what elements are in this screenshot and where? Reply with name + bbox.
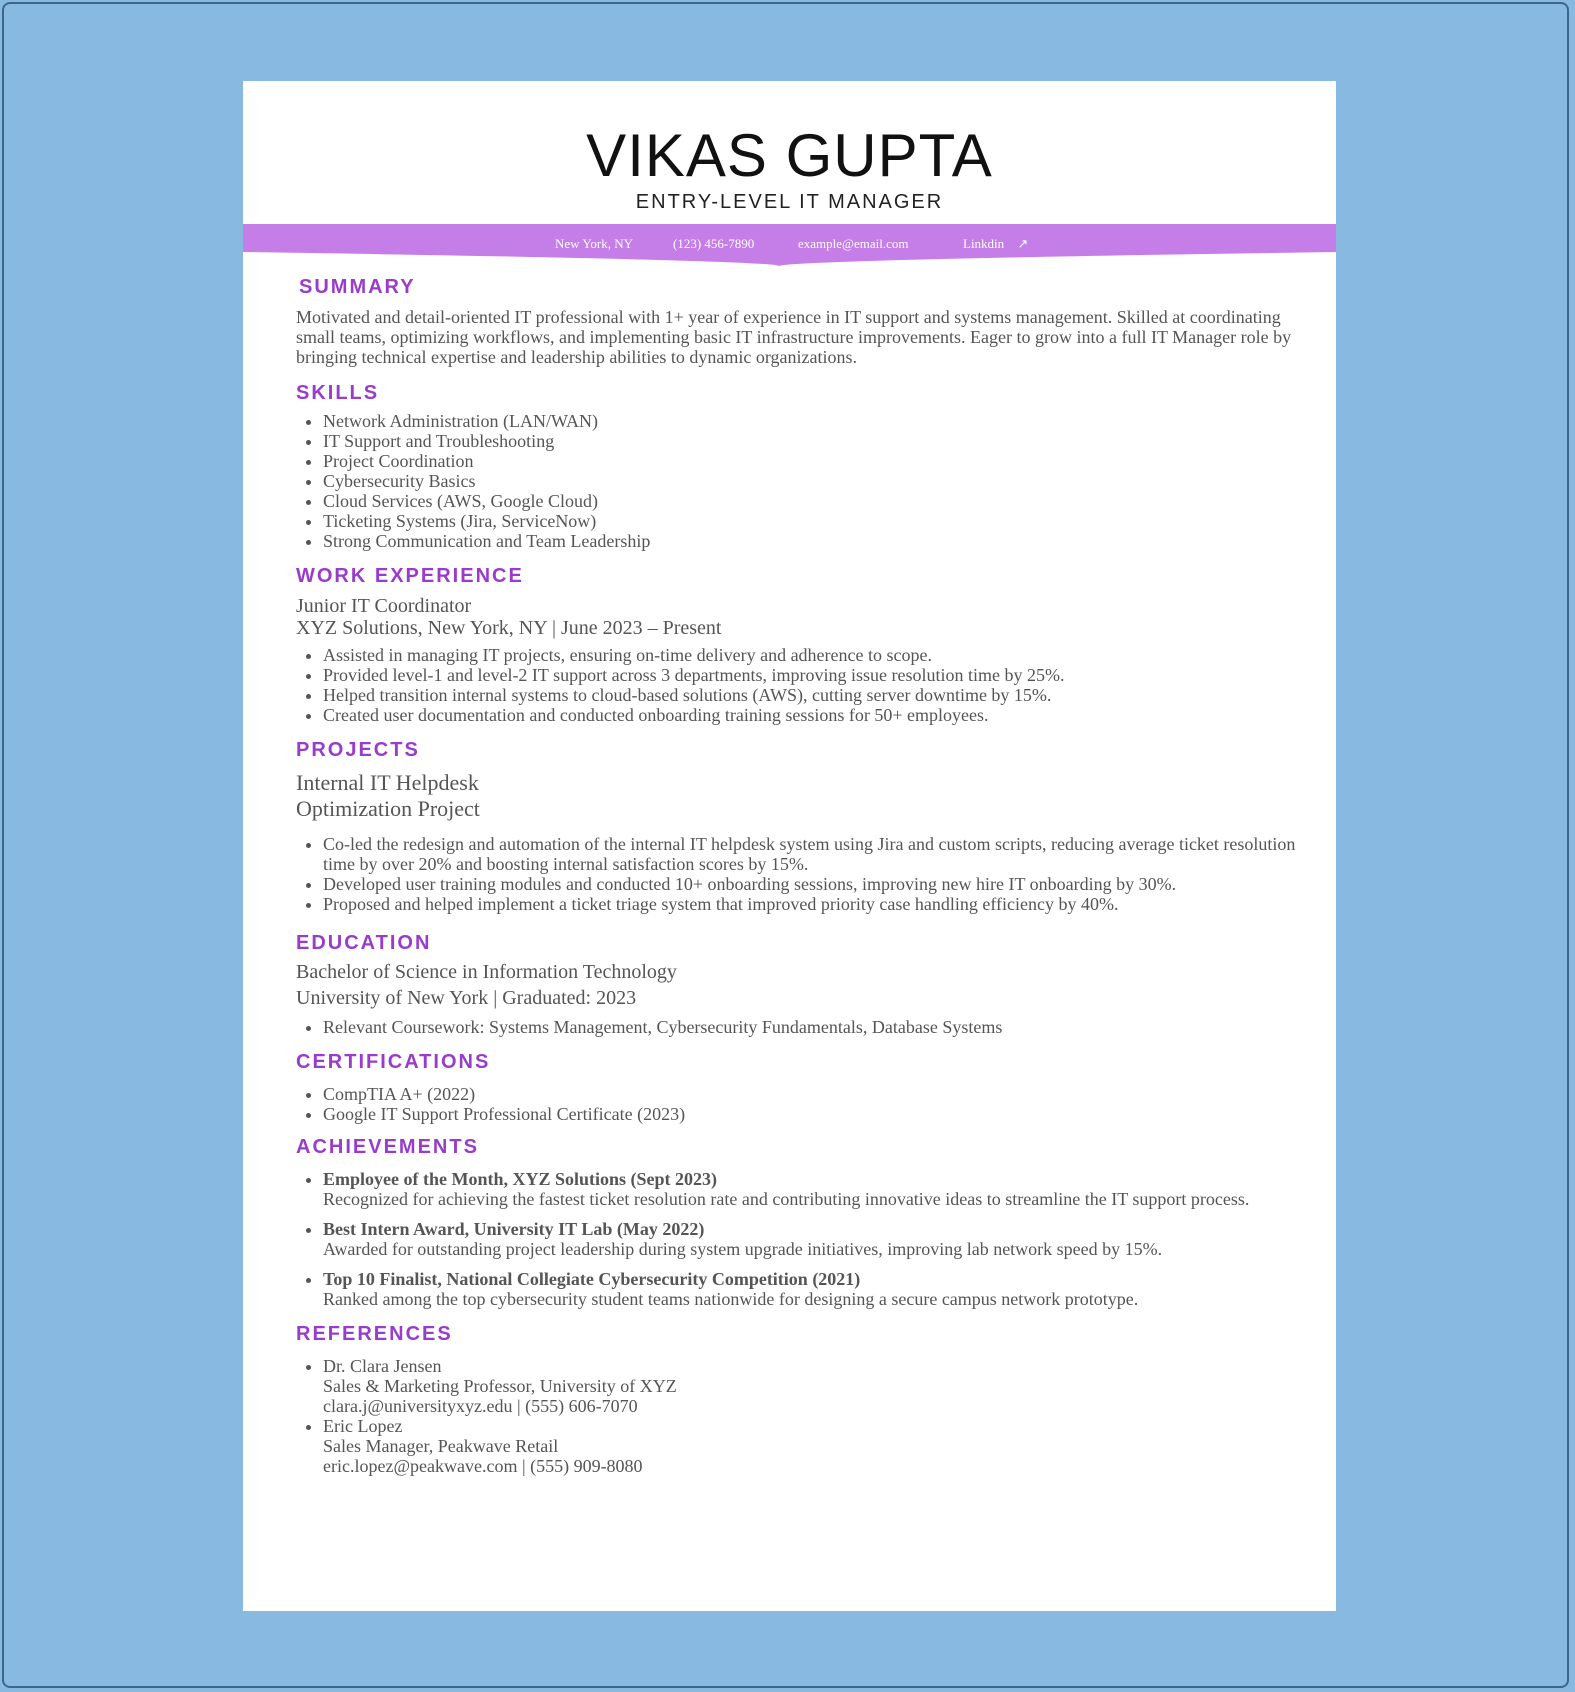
list-item: • Network Administration (LAN/WAN) [323,411,1296,431]
education-list [296,1017,1296,1037]
achievement-title: Employee of the Month, XYZ Solutions (Sept 2023) [323,1169,718,1189]
education-heading: EDUCATION [296,932,432,954]
list-item [323,1169,1296,1209]
resume-page [243,81,1336,1611]
achievement-title: Best Intern Award, University IT Lab (May 2022) [323,1219,705,1239]
achievement-desc: Awarded for outstanding project leadership during system upgrade initiatives, improving lab network speed by 15%. [323,1239,1163,1259]
list-item: • IT Support and Troubleshooting [323,431,1296,451]
list-item: • Co-led the redesign and automation of the internal IT helpdesk system using Jira and custom scripts, reducing average ticket resolution time by over 20% and boosting internal satisfaction scores by 15%. [323,834,1296,874]
references-heading: REFERENCES [296,1323,453,1345]
job-role: Junior IT Coordinator [296,595,472,617]
list-item: • Project Coordination [323,451,1296,471]
list-item: • Assisted in managing IT projects, ensuring on-time delivery and adherence to scope. [323,645,1296,665]
certifications-heading: CERTIFICATIONS [296,1051,491,1073]
project-title-line2: Optimization Project [296,796,480,821]
list-item [323,1219,1296,1259]
education-school: University of New York | Graduated: 2023 [296,987,637,1009]
list-item: • Strong Communication and Team Leadership [323,531,1296,551]
achievement-desc: Recognized for achieving the fastest ticket resolution rate and contributing innovative ideas to streamline the IT support process. [323,1189,1250,1209]
list-item: • Provided level-1 and level-2 IT support across 3 departments, improving issue resolution time by 25%. [323,665,1296,685]
achievement-title: Top 10 Finalist, National Collegiate Cybersecurity Competition (2021) [323,1269,861,1289]
skills-list [296,411,1296,551]
summary-heading: SUMMARY [299,276,416,298]
list-item: • Proposed and helped implement a ticket triage system that improved priority case handling efficiency by 40%. [323,894,1296,914]
list-item: • Relevant Coursework: Systems Management, Cybersecurity Fundamentals, Database Systems [323,1017,1296,1037]
project-title-line1: Internal IT Helpdesk [296,770,479,795]
achievements-heading: ACHIEVEMENTS [296,1136,479,1158]
contact-location: New York, NY [555,236,634,251]
experience-list [296,645,1296,725]
linkedin-link[interactable] [963,236,1028,252]
projects-heading: PROJECTS [296,739,420,761]
reference-contact: eric.lopez@peakwave.com | (555) 909-8080 [323,1456,643,1476]
list-item: • Ticketing Systems (Jira, ServiceNow) [323,511,1296,531]
contact-email[interactable]: example@email.com [798,236,909,251]
projects-list [296,834,1296,914]
achievements-list [296,1169,1296,1309]
certifications-list [296,1084,1296,1124]
achievement-desc: Ranked among the top cybersecurity student teams nationwide for designing a secure campus network prototype. [323,1289,1139,1309]
contact-phone[interactable]: (123) 456-7890 [673,236,755,251]
list-item: • Created user documentation and conducted onboarding training sessions for 50+ employees. [323,705,1296,725]
reference-role: Sales & Marketing Professor, University of XYZ [323,1376,677,1396]
list-item: • Cybersecurity Basics [323,471,1296,491]
reference-name: • Eric Lopez [323,1416,403,1436]
experience-heading: WORK EXPERIENCE [296,565,524,587]
reference-role: Sales Manager, Peakwave Retail [323,1436,559,1456]
references-list [296,1356,1296,1476]
reference-name: • Dr. Clara Jensen [323,1356,442,1376]
list-item [323,1269,1296,1309]
summary-text: Motivated and detail-oriented IT professional with 1+ year of experience in IT support and systems management. Skilled at coordinating small teams, optimizing workflows, and implementing basic IT infrastructure improvements. Eager to grow into a full IT Manager role by bringing technical expertise and leadership abilities to dynamic organizations. [296,307,1292,367]
linkedin-label: Linkdin [963,236,1005,251]
list-item: • Cloud Services (AWS, Google Cloud) [323,491,1296,511]
list-item: • Google IT Support Professional Certificate (2023) [323,1104,1296,1124]
job-company: XYZ Solutions, New York, NY | June 2023 – Present [296,617,722,639]
education-degree: Bachelor of Science in Information Technology [296,961,677,983]
external-link-icon: ↗ [1017,236,1029,251]
contact-band [243,224,1336,266]
list-item [323,1356,1296,1416]
list-item: • CompTIA A+ (2022) [323,1084,1296,1104]
job-title: ENTRY-LEVEL IT MANAGER [635,191,944,213]
reference-contact: clara.j@universityxyz.edu | (555) 606-7070 [323,1396,638,1416]
list-item [323,1416,1296,1476]
skills-heading: SKILLS [296,382,380,404]
list-item: • Developed user training modules and conducted 10+ onboarding sessions, improving new hire IT onboarding by 30%. [323,874,1296,894]
list-item: • Helped transition internal systems to cloud-based solutions (AWS), cutting server downtime by 15%. [323,685,1296,705]
candidate-name: VIKAS GUPTA [586,122,993,189]
resume-content [296,276,1296,1476]
